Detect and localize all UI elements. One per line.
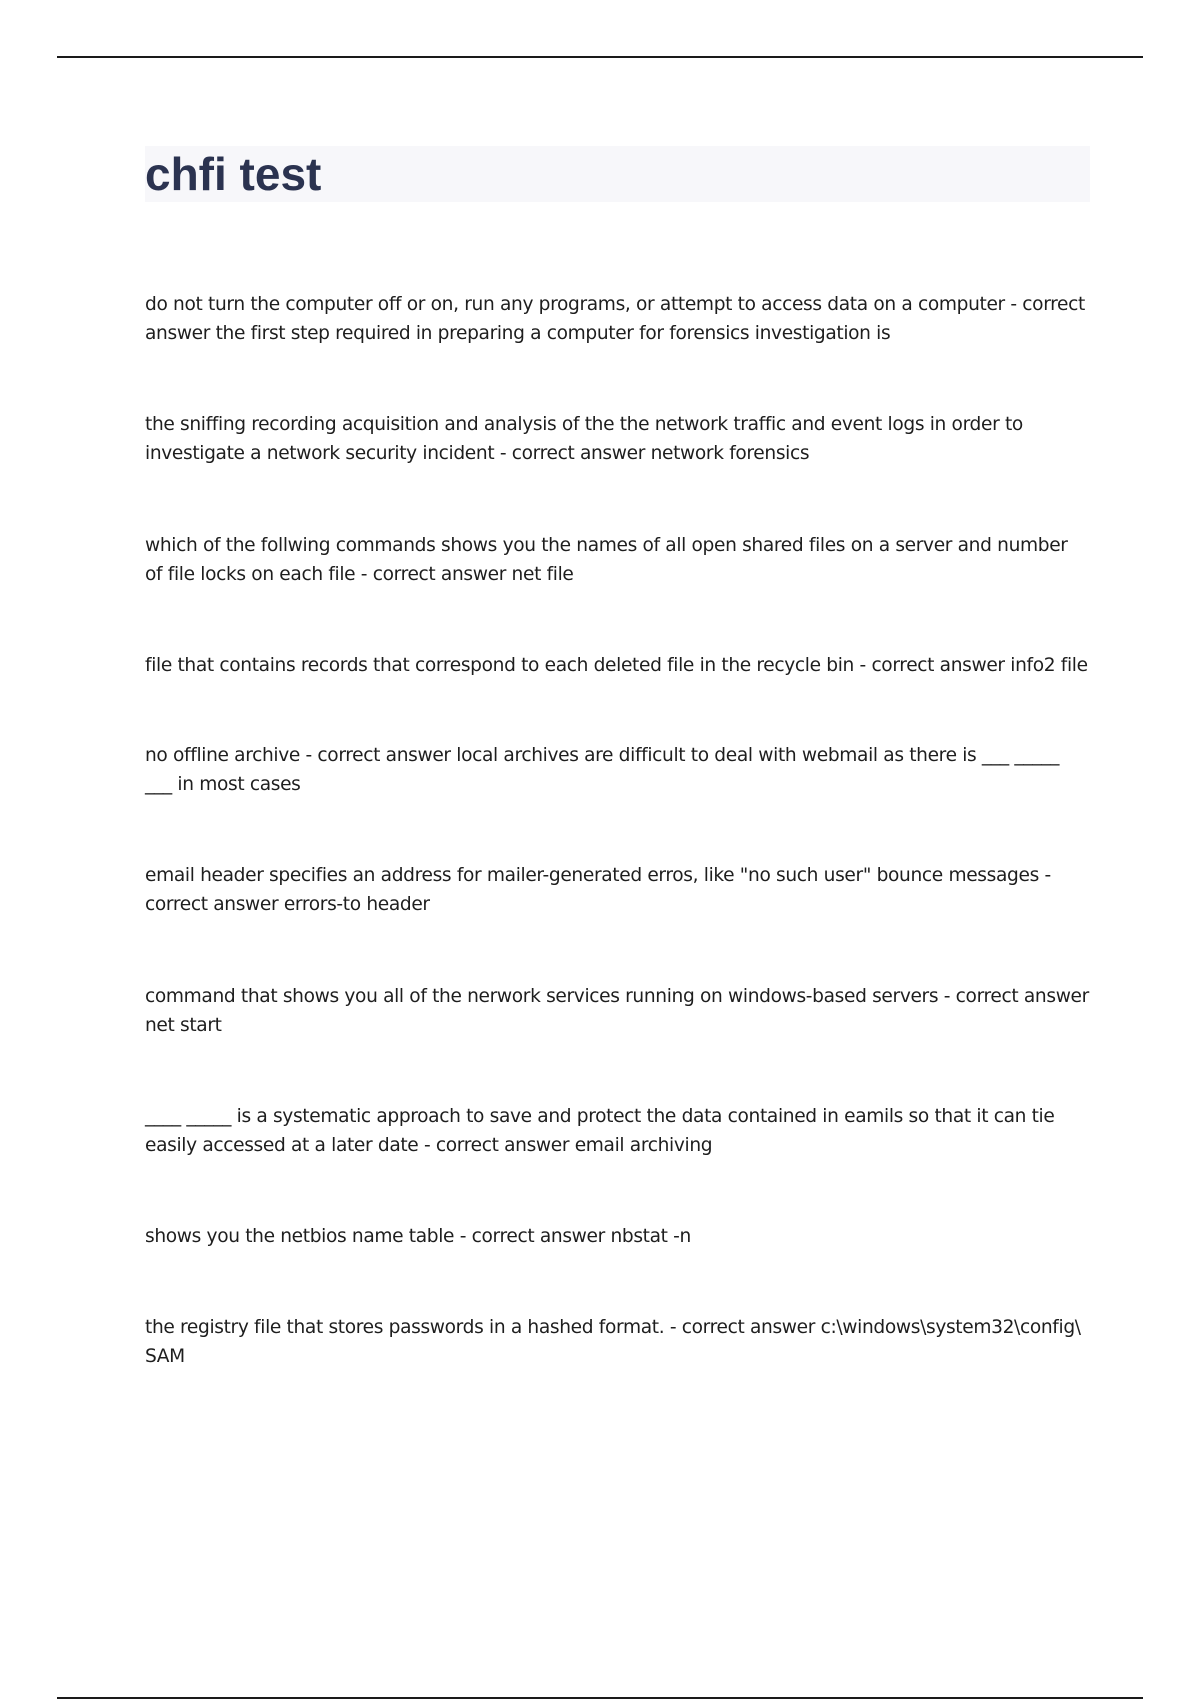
qa-item: command that shows you all of the nerwork services running on windows-based servers - correct answer net start: [145, 986, 1089, 1036]
qa-item: no offline archive - correct answer local archives are difficult to deal with webmail as there is ___ _____ ___ in most cases: [145, 745, 1060, 795]
qa-item: do not turn the computer off or on, run any programs, or attempt to access data on a computer - correct answer the first step required in preparing a computer for forensics investigation is: [145, 294, 1085, 344]
qa-item: the registry file that stores passwords in a hashed format. - correct answer c:\windows\system32\config\ SAM: [145, 1317, 1081, 1367]
qa-item: which of the follwing commands shows you the names of all open shared files on a server and number of file locks on each file - correct answer net file: [145, 535, 1068, 585]
footer-rule: [57, 1697, 1143, 1699]
header-rule: [57, 56, 1143, 58]
qa-item: shows you the netbios name table - correct answer nbstat -n: [145, 1226, 691, 1247]
document-title: chfi test: [145, 148, 322, 200]
qa-item: email header specifies an address for mailer-generated erros, like "no such user" bounce messages - correct answer errors-to header: [145, 865, 1051, 915]
qa-item: file that contains records that correspond to each deleted file in the recycle bin - correct answer info2 file: [145, 655, 1088, 676]
qa-item: ____ _____ is a systematic approach to save and protect the data contained in eamils so that it can tie easily accessed at a later date - correct answer email archiving: [145, 1106, 1055, 1156]
qa-item: the sniffing recording acquisition and analysis of the the network traffic and event logs in order to investigate a network security incident - correct answer network forensics: [145, 414, 1023, 464]
